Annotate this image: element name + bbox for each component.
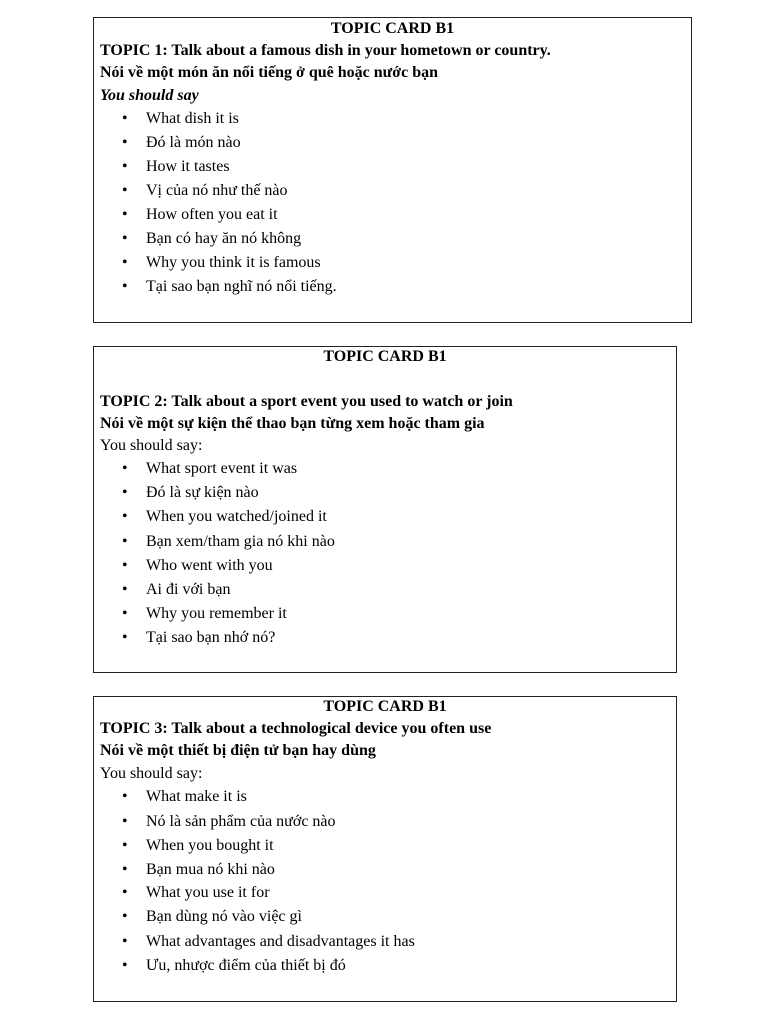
- list-item: • Tại sao bạn nhớ nó?: [122, 627, 275, 649]
- list-item: • What make it is: [122, 786, 247, 808]
- bullet-icon: •: [122, 508, 128, 525]
- topic-heading-en: TOPIC 3: Talk about a technological device you often use: [100, 720, 492, 737]
- bullet-icon: •: [122, 861, 128, 878]
- list-item: • What sport event it was: [122, 458, 297, 480]
- topic-heading-vi: Nói về một sự kiện thể thao bạn từng xem hoặc tham gia: [100, 415, 485, 432]
- card-title: TOPIC CARD B1: [330, 20, 455, 37]
- list-item: • Đó là sự kiện nào: [122, 482, 259, 504]
- list-item: • Who went with you: [122, 555, 273, 577]
- list-item: • What advantages and disadvantages it has: [122, 931, 415, 953]
- prompt-label: You should say: [100, 87, 199, 104]
- topic-heading-en: TOPIC 1: Talk about a famous dish in your hometown or country.: [100, 42, 551, 59]
- topic-card-1: [93, 17, 692, 323]
- list-item: • What you use it for: [122, 882, 270, 904]
- list-item: • Why you think it is famous: [122, 252, 321, 274]
- list-item: • Ai đi với bạn: [122, 579, 230, 601]
- list-item: • How it tastes: [122, 156, 230, 178]
- bullet-icon: •: [122, 908, 128, 925]
- bullet-icon: •: [122, 460, 128, 477]
- bullet-icon: •: [122, 110, 128, 127]
- bullet-icon: •: [122, 206, 128, 223]
- topic-heading-vi: Nói về một thiết bị điện tử bạn hay dùng: [100, 742, 376, 759]
- list-item: • Bạn dùng nó vào việc gì: [122, 906, 302, 928]
- topic-heading-en: TOPIC 2: Talk about a sport event you used to watch or join: [100, 393, 513, 410]
- bullet-icon: •: [122, 254, 128, 271]
- bullet-icon: •: [122, 884, 128, 901]
- list-item: • Nó là sản phẩm của nước nào: [122, 811, 336, 833]
- bullet-icon: •: [122, 158, 128, 175]
- bullet-icon: •: [122, 484, 128, 501]
- bullet-icon: •: [122, 605, 128, 622]
- bullet-icon: •: [122, 813, 128, 830]
- card-title: TOPIC CARD B1: [323, 698, 447, 715]
- list-item: • Bạn xem/tham gia nó khi nào: [122, 531, 335, 553]
- bullet-icon: •: [122, 230, 128, 247]
- list-item: • What dish it is: [122, 108, 239, 130]
- bullet-icon: •: [122, 134, 128, 151]
- list-item: • When you bought it: [122, 835, 274, 857]
- list-item: • Bạn có hay ăn nó không: [122, 228, 301, 250]
- bullet-icon: •: [122, 557, 128, 574]
- topic-heading-vi: Nói về một món ăn nổi tiếng ở quê hoặc nước bạn: [100, 64, 439, 81]
- topic-card-2: [93, 346, 677, 673]
- bullet-icon: •: [122, 629, 128, 646]
- bullet-icon: •: [122, 278, 128, 295]
- list-item: • How often you eat it: [122, 204, 278, 226]
- list-item: • Đó là món nào: [122, 132, 241, 154]
- bullet-icon: •: [122, 533, 128, 550]
- topic-card-3: [93, 696, 677, 1002]
- list-item: • Tại sao bạn nghĩ nó nổi tiếng.: [122, 276, 337, 298]
- bullet-icon: •: [122, 788, 128, 805]
- bullet-icon: •: [122, 837, 128, 854]
- bullet-icon: •: [122, 933, 128, 950]
- bullet-icon: •: [122, 182, 128, 199]
- prompt-label: You should say:: [100, 437, 203, 454]
- list-item: • Bạn mua nó khi nào: [122, 859, 275, 881]
- list-item: • Ưu, nhược điểm của thiết bị đó: [122, 955, 346, 977]
- prompt-label: You should say:: [100, 765, 203, 782]
- list-item: • Why you remember it: [122, 603, 287, 625]
- card-title: TOPIC CARD B1: [323, 348, 447, 365]
- bullet-icon: •: [122, 957, 128, 974]
- list-item: • Vị của nó như thế nào: [122, 180, 288, 202]
- list-item: • When you watched/joined it: [122, 506, 327, 528]
- bullet-icon: •: [122, 581, 128, 598]
